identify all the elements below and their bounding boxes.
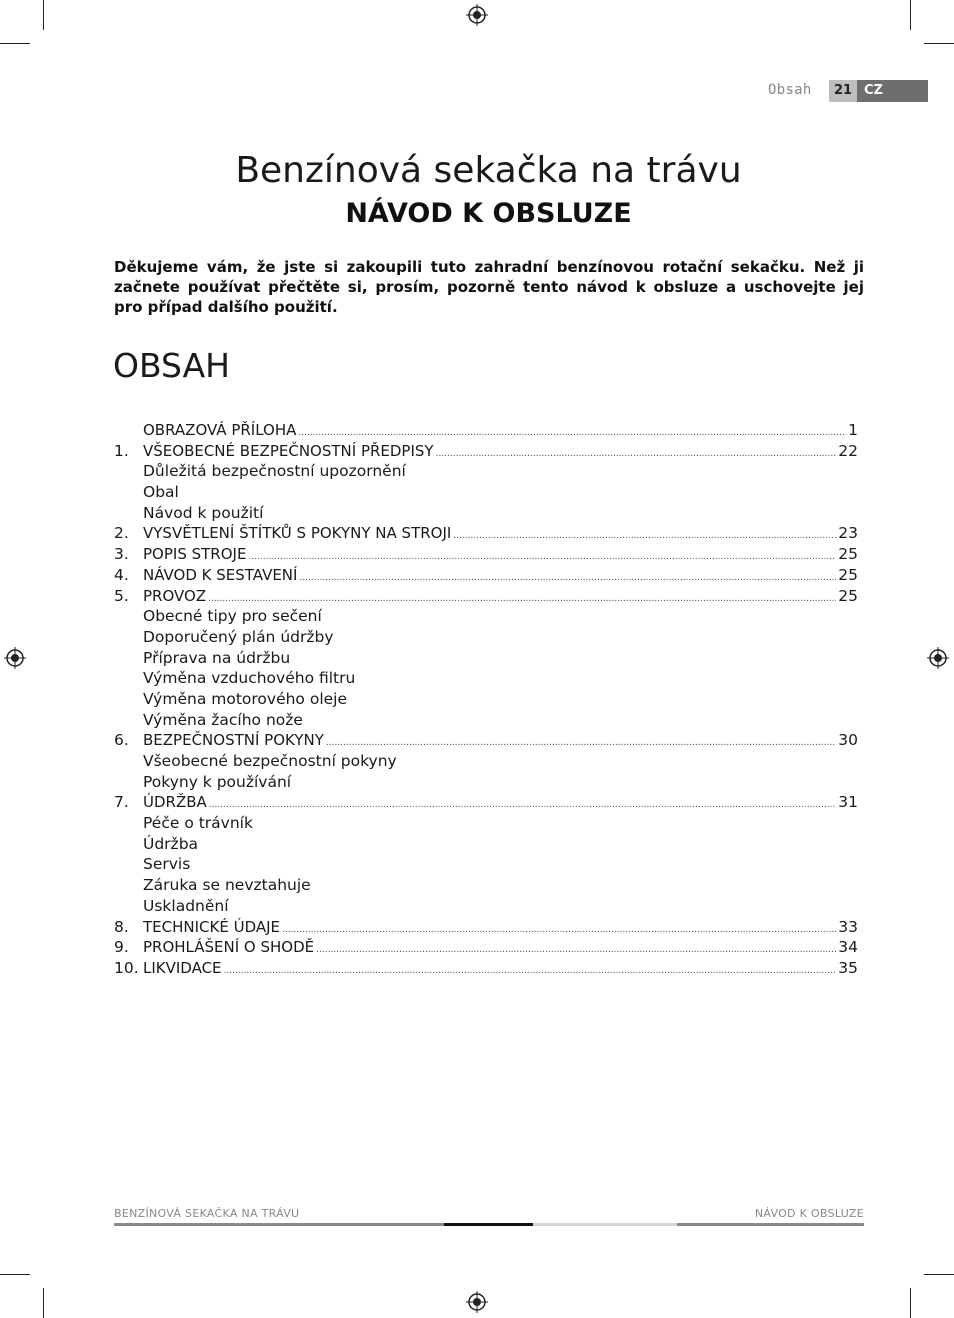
toc-page: 22 <box>838 441 858 460</box>
toc-row <box>114 937 858 958</box>
crop-mark <box>43 0 44 30</box>
toc-row <box>114 689 858 710</box>
toc-label: VYSVĚTLENÍ ŠTÍTKŮ S POKYNY NA STROJI <box>143 524 452 543</box>
toc-page: 33 <box>838 917 858 936</box>
toc-page: 35 <box>838 958 858 977</box>
toc-label: PROVOZ <box>143 586 207 605</box>
toc-label: Údržba <box>143 834 199 853</box>
registration-mark-icon <box>466 4 488 26</box>
crop-mark <box>43 1288 44 1318</box>
toc-row <box>114 772 858 793</box>
toc-label: OBRAZOVÁ PŘÍLOHA <box>143 421 297 439</box>
toc-row <box>114 668 858 689</box>
toc-entry <box>143 854 858 875</box>
toc-number: 10. <box>114 958 139 977</box>
toc-row <box>114 917 858 938</box>
toc-page: 34 <box>838 938 858 957</box>
toc-entry <box>143 482 858 503</box>
toc-row <box>114 875 858 896</box>
footer-rule <box>533 1223 677 1226</box>
toc-row <box>114 627 858 648</box>
toc-row <box>114 461 858 482</box>
toc-row <box>114 730 858 751</box>
toc-number: 1. <box>114 441 129 460</box>
intro-paragraph: Děkujeme vám, že jste si zakoupili tuto zahradní benzínovou rotační sekačku. Než ji začnete používat přečtěte si, prosím, pozorně tento návod k obsluze a uschovejte jej pro případ dalšího použití. <box>114 258 864 316</box>
toc-row <box>114 544 858 565</box>
table-of-contents <box>114 420 858 979</box>
toc-label: Výměna vzduchového filtru <box>143 669 356 688</box>
toc-page: 25 <box>838 545 858 564</box>
document-title: Benzínová sekačka na trávu <box>235 150 742 191</box>
toc-row <box>114 813 858 834</box>
toc-label: Obal <box>143 483 179 502</box>
toc-number: 8. <box>114 917 129 936</box>
toc-entry <box>143 896 858 917</box>
toc-label: Uskladnění <box>143 896 229 915</box>
registration-mark-icon <box>466 1291 488 1313</box>
toc-entry <box>143 503 858 524</box>
toc-number: 2. <box>114 524 129 543</box>
toc-label: NÁVOD K SESTAVENÍ <box>143 565 298 584</box>
toc-label: ÚDRŽBA <box>143 793 207 812</box>
toc-number: 4. <box>114 565 129 584</box>
toc-label: PROHLÁŠENÍ O SHODĚ <box>143 938 315 957</box>
footer-rule <box>444 1223 533 1226</box>
toc-label: Všeobecné bezpečnostní pokyny <box>143 752 397 770</box>
toc-label: Péče o trávník <box>143 814 253 833</box>
toc-page: 25 <box>838 586 858 605</box>
footer-rule <box>114 1223 444 1226</box>
crop-mark <box>910 0 911 30</box>
toc-number: 6. <box>114 731 129 750</box>
page-number: 21 <box>829 80 857 102</box>
toc-label: POPIS STROJE <box>143 545 247 564</box>
toc-label: Výměna motorového oleje <box>143 689 348 708</box>
toc-entry <box>143 461 858 482</box>
toc-page: 23 <box>838 524 858 543</box>
toc-entry <box>143 689 858 710</box>
crop-mark <box>924 1274 954 1275</box>
crop-mark <box>910 1288 911 1318</box>
toc-page: 31 <box>838 793 858 812</box>
toc-row <box>114 441 858 462</box>
toc-entry <box>143 834 858 855</box>
toc-row <box>114 503 858 524</box>
crop-mark <box>924 43 954 44</box>
toc-number: 7. <box>114 793 129 812</box>
toc-entry <box>143 772 858 793</box>
toc-number: 5. <box>114 586 129 605</box>
toc-label: Důležitá bezpečnostní upozornění <box>143 462 406 481</box>
crop-mark <box>0 43 30 44</box>
toc-number: 9. <box>114 938 129 957</box>
toc-row <box>114 958 858 979</box>
toc-label: TECHNICKÉ ÚDAJE <box>143 917 281 936</box>
toc-label: Obecné tipy pro sečení <box>143 607 322 626</box>
toc-row <box>114 482 858 503</box>
toc-row <box>114 420 858 441</box>
toc-label: Doporučený plán údržby <box>143 627 334 646</box>
footer-right-text: NÁVOD K OBSLUZE <box>754 1207 864 1220</box>
footer-rule <box>677 1223 864 1226</box>
toc-row <box>114 523 858 544</box>
toc-leader-dots <box>224 961 837 982</box>
toc-row <box>114 606 858 627</box>
toc-entry <box>143 648 858 669</box>
toc-row <box>114 854 858 875</box>
toc-label: Záruka se nevztahuje <box>143 876 311 895</box>
document-subtitle: NÁVOD K OBSLUZE <box>345 198 632 229</box>
footer-left-text: BENZÍNOVÁ SEKAČKA NA TRÁVU <box>114 1207 300 1220</box>
registration-mark-icon <box>4 647 26 669</box>
toc-page: 1 <box>848 421 858 439</box>
toc-heading: OBSAH <box>113 346 230 385</box>
toc-label: Příprava na údržbu <box>143 648 291 667</box>
crop-mark <box>0 1274 30 1275</box>
toc-entry <box>143 627 858 648</box>
toc-row <box>114 834 858 855</box>
toc-row <box>114 751 858 772</box>
toc-label: Výměna žacího nože <box>143 710 303 729</box>
toc-number: 3. <box>114 545 129 564</box>
toc-label: BEZPEČNOSTNÍ POKYNY <box>143 731 324 750</box>
toc-entry <box>143 668 858 689</box>
toc-page: 25 <box>838 565 858 584</box>
toc-entry <box>143 751 858 772</box>
toc-entry <box>143 606 858 627</box>
toc-entry <box>143 958 858 982</box>
toc-row <box>114 586 858 607</box>
toc-row <box>114 710 858 731</box>
toc-label: Servis <box>143 855 191 874</box>
language-badge: CZ <box>857 80 928 102</box>
toc-entry <box>143 813 858 834</box>
toc-label: LIKVIDACE <box>143 958 222 977</box>
toc-row <box>114 565 858 586</box>
toc-row <box>114 648 858 669</box>
toc-label: VŠEOBECNÉ BEZPEČNOSTNÍ PŘEDPISY <box>143 441 434 460</box>
toc-page: 30 <box>838 731 858 750</box>
registration-mark-icon <box>927 647 949 669</box>
toc-row <box>114 896 858 917</box>
toc-row <box>114 792 858 813</box>
header-section-label: Obsah <box>768 82 812 98</box>
toc-label: Návod k použití <box>143 503 264 522</box>
toc-entry <box>143 710 858 731</box>
toc-entry <box>143 875 858 896</box>
toc-label: Pokyny k používání <box>143 772 292 791</box>
